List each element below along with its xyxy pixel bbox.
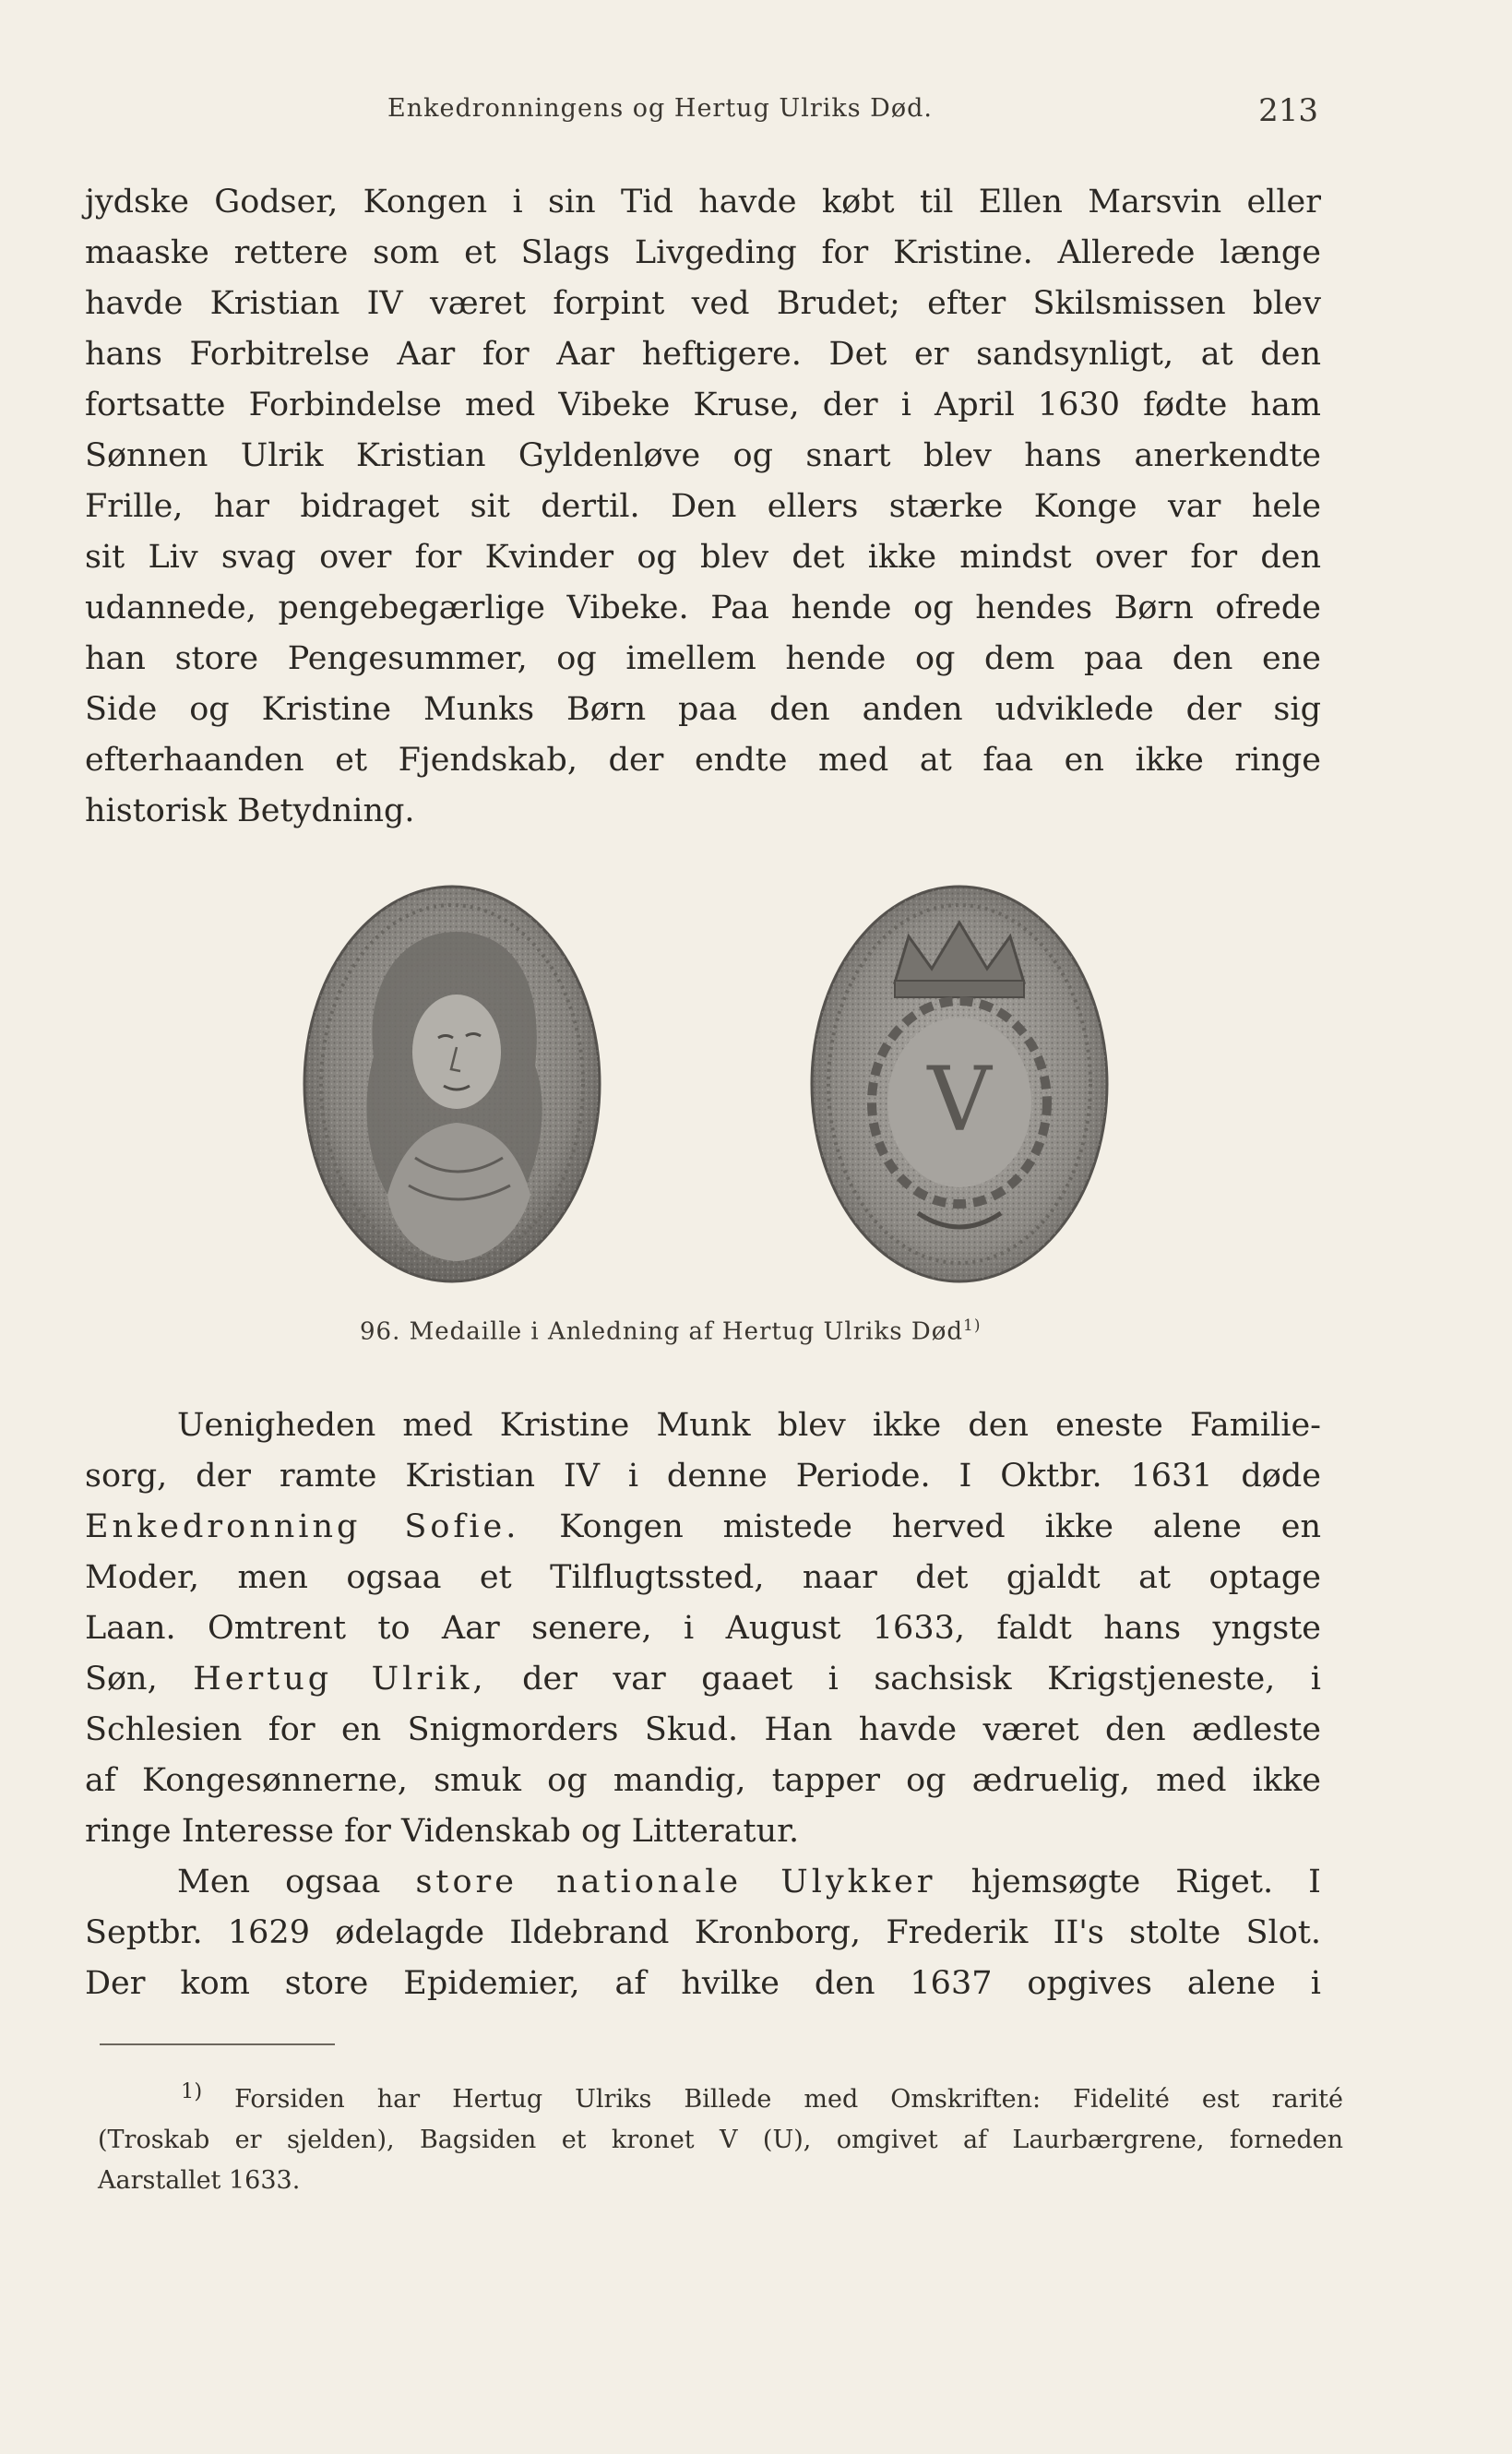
text-fragment: der var gaaet i sachsisk Krigstjeneste, i [522,1661,1321,1698]
medal-figure [0,881,1512,1287]
footnote-line: (Troskab er sjelden), Bagsiden et kronet V (U), omgivet af Laurbærgrene, forneden [98,2126,1343,2154]
text-line: sit Liv svag over for Kvinder og blev det ikke mindst over for den [85,539,1321,576]
text-line [85,1857,1321,1908]
crowned-v-medal-reverse [807,881,1112,1287]
footnote [98,2071,1343,2201]
spaced-name: Hertug Ulrik, [193,1661,487,1698]
text-line: efterhaanden et Fjendskab, der endte med at faa en ikke ringe [85,742,1321,779]
paragraph-3 [85,1857,1321,2009]
text-line [85,1502,1321,1553]
text-fragment: hjemsøgte Riget. I [970,1864,1321,1900]
text-line: Schlesien for en Snigmorders Skud. Han havde været den ædleste [85,1711,1321,1748]
medal-letter-v: V [927,1048,992,1151]
text-line: Sønnen Ulrik Kristian Gyldenløve og snart blev hans anerkendte [85,437,1321,474]
text-line: hans Forbitrelse Aar for Aar heftigere. Det er sandsynligt, at den [85,336,1321,373]
text-line: maaske rettere som et Slags Livgeding for Kristine. Allerede længe [85,234,1321,271]
portrait-medal-obverse [300,881,604,1287]
figure-caption [360,1316,981,1346]
text-line: ringe Interesse for Videnskab og Litteratur. [85,1813,800,1850]
spaced-phrase: store nationale Ulykker [415,1864,936,1900]
footnote-line [98,2071,1343,2120]
text-line: fortsatte Forbindelse med Vibeke Kruse, der i April 1630 fødte ham [85,387,1321,423]
footnote-line: Aarstallet 1633. [98,2166,301,2195]
text-line: af Kongesønnerne, smuk og mandig, tapper og ædruelig, med ikke [85,1762,1321,1799]
footnote-marker: 1) [181,2079,203,2103]
page-number: 213 [1258,92,1318,129]
text-line: udannede, pengebegærlige Vibeke. Paa hende og hendes Børn ofrede [85,590,1321,626]
text-line: Uenigheden med Kristine Munk blev ikke den eneste Familie- [177,1407,1321,1444]
text-line: Moder, men ogsaa et Tilflugtssted, naar det gjaldt at optage [85,1559,1321,1596]
text-fragment: Søn, [85,1661,158,1698]
text-line [85,1654,1321,1705]
text-line: havde Kristian IV været forpint ved Brudet; efter Skilsmissen blev [85,285,1321,322]
running-head: Enkedronningens og Hertug Ulriks Død. [387,94,933,123]
text-line: jydske Godser, Kongen i sin Tid havde købt til Ellen Marsvin eller [85,184,1321,220]
text-line: Side og Kristine Munks Børn paa den anden udviklede der sig [85,691,1321,728]
text-fragment: Men ogsaa [177,1864,381,1900]
text-fragment: Kongen mistede herved ikke alene en [559,1508,1321,1545]
text-line: Frille, har bidraget sit dertil. Den ellers stærke Konge var hele [85,488,1321,525]
footnote-rule [100,2043,335,2045]
text-line: sorg, der ramte Kristian IV i denne Periode. I Oktbr. 1631 døde [85,1458,1321,1495]
text-line: Laan. Omtrent to Aar senere, i August 1633, faldt hans yngste [85,1610,1321,1647]
text-line: Septbr. 1629 ødelagde Ildebrand Kronborg, Frederik II's stolte Slot. [85,1914,1321,1951]
paragraph-2 [85,1400,1321,1857]
figure-number: 96. [360,1317,401,1346]
spaced-name: Enkedronning Sofie. [85,1508,520,1545]
text-line: han store Pengesummer, og imellem hende og dem paa den ene [85,640,1321,677]
text-line: Der kom store Epidemier, af hvilke den 1637 opgives alene i [85,1965,1321,2002]
text-line: historisk Betydning. [85,792,415,829]
paragraph-1 [85,177,1321,837]
text-fragment: Forsiden har Hertug Ulriks Billede med Omskriften: Fidelité est rarité [234,2085,1343,2114]
footnote-ref: 1) [963,1316,982,1335]
caption-text: Medaille i Anledning af Hertug Ulriks Død [409,1317,963,1346]
